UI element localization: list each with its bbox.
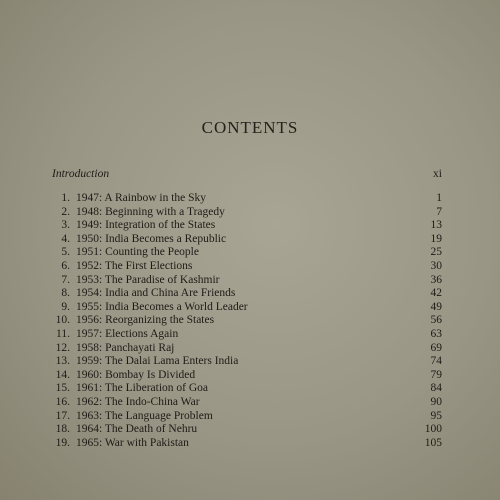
toc-chapter-page: 42 — [430, 287, 442, 300]
toc-row — [52, 287, 442, 301]
toc-chapter-page: 95 — [430, 409, 442, 422]
toc-chapter-number: 1. — [61, 192, 70, 204]
toc-chapter-number: 11. — [56, 327, 70, 340]
toc-introduction-label: Introduction — [52, 168, 110, 180]
toc-row — [52, 192, 442, 206]
toc-chapter-number: 13. — [55, 355, 70, 368]
toc-row — [52, 342, 442, 356]
toc-chapter-number: 8. — [61, 287, 70, 300]
toc-row — [52, 382, 442, 396]
toc-chapter-page: 90 — [430, 395, 442, 408]
toc-row — [52, 206, 442, 220]
toc-chapter-page: 19 — [430, 232, 442, 245]
toc-chapter-title: 1951: Counting the People — [76, 246, 199, 259]
toc-chapter-page: 36 — [430, 273, 442, 286]
toc-row — [52, 423, 442, 437]
toc-introduction-row — [52, 168, 442, 184]
toc-chapter-title: 1950: India Becomes a Republic — [76, 232, 227, 245]
toc-chapter-number: 2. — [61, 205, 70, 218]
toc-chapter-title: 1959: The Dalai Lama Enters India — [76, 355, 239, 368]
toc-chapter-page: 74 — [430, 355, 442, 368]
toc-chapter-page: 25 — [430, 246, 442, 259]
toc-chapter-title: 1965: War with Pakistan — [76, 436, 189, 449]
toc-chapter-page: 100 — [424, 423, 442, 436]
toc-chapter-title: 1954: India and China Are Friends — [76, 287, 236, 300]
toc-chapter-number: 3. — [61, 219, 70, 232]
toc-chapter-page: 30 — [430, 259, 442, 272]
toc-chapter-page: 56 — [430, 314, 442, 327]
toc-chapter-title: 1964: The Death of Nehru — [76, 423, 198, 436]
toc-row — [52, 233, 442, 247]
toc-row — [52, 301, 442, 315]
toc-row — [52, 437, 442, 451]
toc-chapter-number: 5. — [61, 246, 70, 259]
toc-chapter-number: 15. — [55, 382, 70, 395]
toc-chapter-number: 9. — [61, 300, 70, 313]
toc-chapter-number: 16. — [55, 395, 70, 408]
toc-chapter-page: 84 — [430, 382, 442, 395]
toc-introduction-page: xi — [433, 168, 442, 180]
toc-row — [52, 274, 442, 288]
toc-chapter-number: 7. — [61, 273, 70, 286]
toc-row — [52, 396, 442, 410]
toc-chapter-title: 1955: India Becomes a World Leader — [76, 300, 248, 313]
toc-chapter-page: 105 — [424, 436, 442, 449]
toc-chapter-title: 1948: Beginning with a Tragedy — [76, 205, 225, 218]
toc-chapter-page: 13 — [430, 219, 442, 232]
toc-chapter-number: 17. — [55, 409, 70, 422]
toc-chapter-number: 6. — [61, 259, 70, 272]
toc-chapter-title: 1957: Elections Again — [76, 327, 179, 340]
toc-row — [52, 246, 442, 260]
toc-chapter-number: 4. — [61, 232, 70, 245]
toc-row — [52, 410, 442, 424]
toc-row — [52, 355, 442, 369]
toc-row — [52, 369, 442, 383]
toc-chapter-page: 63 — [430, 327, 442, 340]
toc-chapter-title: 1953: The Paradise of Kashmir — [76, 273, 220, 286]
toc-row — [52, 219, 442, 233]
toc-chapter-page: 7 — [436, 205, 442, 218]
toc-chapter-title: 1947: A Rainbow in the Sky — [76, 192, 207, 204]
toc-chapter-page: 79 — [430, 368, 442, 381]
toc-chapter-title: 1949: Integration of the States — [76, 219, 216, 232]
toc-chapter-title: 1960: Bombay Is Divided — [76, 368, 196, 381]
toc-chapter-title: 1962: The Indo-China War — [76, 395, 200, 408]
toc-row — [52, 260, 442, 274]
toc-chapter-page: 69 — [430, 341, 442, 354]
toc-chapter-number: 14. — [55, 368, 70, 381]
toc-row — [52, 314, 442, 328]
toc-chapter-list — [52, 192, 442, 450]
toc-chapter-title: 1963: The Language Problem — [76, 409, 213, 422]
toc-chapter-title: 1952: The First Elections — [76, 259, 193, 272]
toc-row — [52, 328, 442, 342]
toc-chapter-number: 10. — [55, 314, 70, 327]
toc-chapter-number: 18. — [55, 423, 70, 436]
toc-chapter-page: 1 — [436, 192, 442, 204]
toc-chapter-number: 12. — [55, 341, 70, 354]
toc-chapter-number: 19. — [55, 436, 70, 449]
toc-chapter-title: 1958: Panchayati Raj — [76, 341, 175, 354]
page-title: CONTENTS — [201, 118, 299, 137]
toc-chapter-title: 1956: Reorganizing the States — [76, 314, 215, 327]
toc-chapter-page: 49 — [430, 300, 442, 313]
toc-chapter-title: 1961: The Liberation of Goa — [76, 382, 209, 395]
